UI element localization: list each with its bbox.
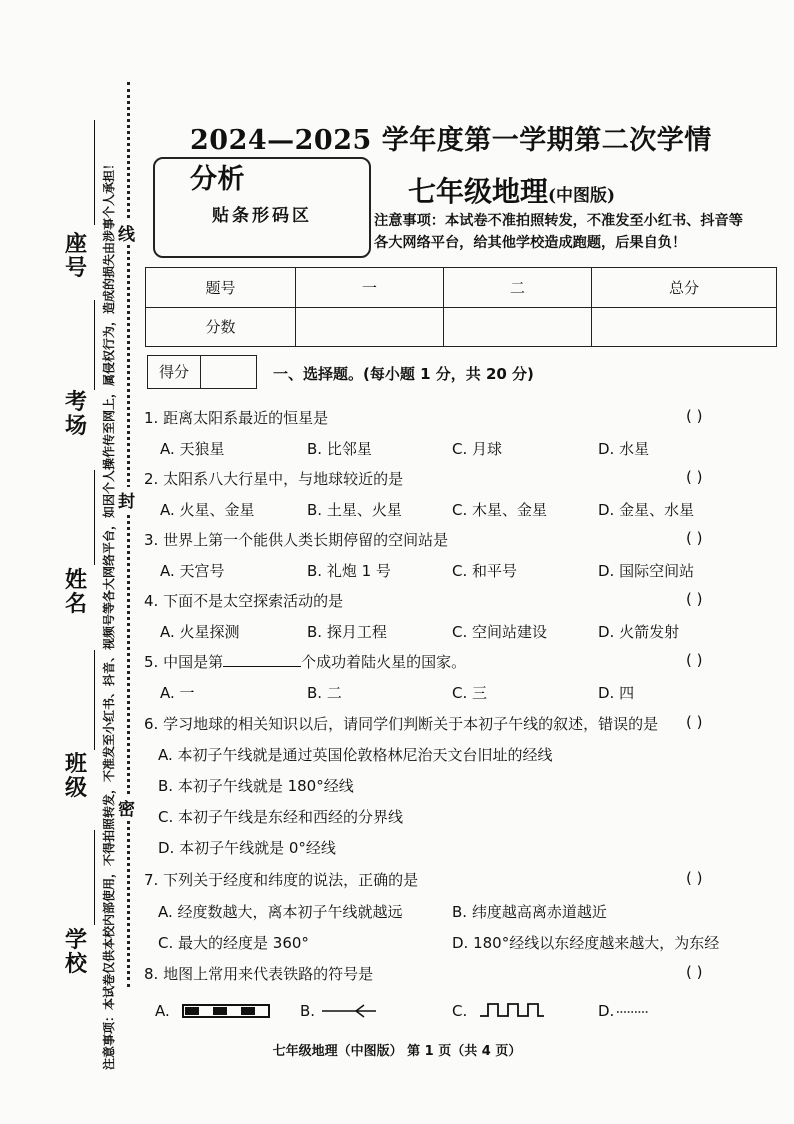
school-label: 学校 bbox=[64, 927, 87, 977]
answer-paren[interactable]: ( ) bbox=[686, 651, 703, 669]
barcode-area bbox=[153, 157, 371, 258]
exam-room-label: 考场 bbox=[64, 389, 87, 439]
cut-char-xian: 线 bbox=[118, 220, 135, 245]
option: C. 和平号 bbox=[452, 562, 518, 580]
name-line[interactable] bbox=[94, 470, 95, 565]
option: C. bbox=[452, 1002, 468, 1020]
score-header-cell: 题号 bbox=[146, 268, 296, 308]
option: A. bbox=[155, 1002, 170, 1020]
edition: (中图版) bbox=[548, 186, 616, 206]
option: D. 水星 bbox=[598, 440, 650, 458]
answer-paren[interactable]: ( ) bbox=[686, 713, 703, 731]
option: B. 探月工程 bbox=[307, 623, 387, 641]
option: A. 本初子午线就是通过英国伦敦格林尼治天文台旧址的经线 bbox=[158, 746, 553, 764]
question-6: 6. 学习地球的相关知识以后，请同学们判断关于本初子午线的叙述，错误的是 bbox=[144, 715, 659, 733]
arrow-line-symbol-icon bbox=[320, 1003, 380, 1019]
cut-char-mi: 密 bbox=[118, 795, 135, 820]
option: C. 三 bbox=[452, 684, 488, 702]
class-line[interactable] bbox=[94, 650, 95, 750]
option: A. 经度数越大，离本初子午线就越远 bbox=[158, 903, 403, 921]
option: C. 月球 bbox=[452, 440, 503, 458]
option: B. 土星、火星 bbox=[307, 501, 402, 519]
answer-paren[interactable]: ( ) bbox=[686, 468, 703, 486]
section-score-label: 得分 bbox=[148, 356, 201, 388]
option: C. 最大的经度是 360° bbox=[158, 934, 309, 952]
cut-char-feng: 封 bbox=[118, 487, 135, 512]
seat-number-label: 座号 bbox=[64, 231, 87, 281]
score-cell[interactable] bbox=[592, 307, 777, 347]
side-notice: 注意事项：本试卷仅供本校内部使用，不得拍照转发，不准发至小红书、抖音、视频号等各大网络平台，如因个人操作传至网上，属侵权行为，造成的损失由涉事个人承担！ bbox=[102, 157, 116, 1070]
score-row-label: 分数 bbox=[146, 307, 296, 347]
question-5: 5. 中国是第 个成功着陆火星的国家。 bbox=[144, 653, 467, 671]
option: A. 火星、金星 bbox=[160, 501, 255, 519]
class-label: 班级 bbox=[64, 751, 87, 801]
option: D. 180°经线以东经度越来越大，为东经 bbox=[452, 934, 720, 952]
question-1: 1. 距离太阳系最近的恒星是 bbox=[144, 409, 329, 427]
seat-number-line[interactable] bbox=[94, 120, 95, 225]
exam-room-line[interactable] bbox=[94, 300, 95, 390]
exam-title: 2024—2025 学年度第一学期第二次学情分析 bbox=[190, 125, 712, 195]
barcode-label: 贴条形码区 bbox=[212, 206, 312, 226]
subject-title: 七年级地理(中图版) bbox=[408, 175, 616, 208]
option: B. 二 bbox=[307, 684, 342, 702]
question-3: 3. 世界上第一个能供人类长期停留的空间站是 bbox=[144, 531, 449, 549]
fill-blank[interactable] bbox=[223, 654, 301, 667]
score-header-cell: 二 bbox=[444, 268, 592, 308]
railway-symbol-icon bbox=[182, 1004, 272, 1020]
square-wave-symbol-icon bbox=[478, 1000, 546, 1020]
page-footer: 七年级地理（中图版） 第 1 页（共 4 页） bbox=[272, 1044, 522, 1059]
question-8: 8. 地图上常用来代表铁路的符号是 bbox=[144, 965, 374, 983]
question-4: 4. 下面不是太空探索活动的是 bbox=[144, 592, 344, 610]
score-header-cell: 一 bbox=[296, 268, 444, 308]
option: B. 本初子午线就是 180°经线 bbox=[158, 777, 354, 795]
option: C. 空间站建设 bbox=[452, 623, 548, 641]
option: A. 天狼星 bbox=[160, 440, 225, 458]
score-cell[interactable] bbox=[296, 307, 444, 347]
option: D. bbox=[598, 1002, 615, 1020]
question-7: 7. 下列关于经度和纬度的说法，正确的是 bbox=[144, 871, 419, 889]
option: A. 一 bbox=[160, 684, 195, 702]
answer-paren[interactable]: ( ) bbox=[686, 529, 703, 547]
section-score-box bbox=[147, 355, 257, 389]
option: B. 礼炮 1 号 bbox=[307, 562, 391, 580]
option: B. bbox=[300, 1002, 316, 1020]
option: A. 火星探测 bbox=[160, 623, 240, 641]
score-cell[interactable] bbox=[444, 307, 592, 347]
option: D. 金星、水星 bbox=[598, 501, 695, 519]
option: A. 天宫号 bbox=[160, 562, 225, 580]
answer-paren[interactable]: ( ) bbox=[686, 869, 703, 887]
option: B. 纬度越高离赤道越近 bbox=[452, 903, 607, 921]
option: D. 本初子午线就是 0°经线 bbox=[158, 839, 336, 857]
section-title: 一、选择题。(每小题 1 分，共 20 分) bbox=[273, 365, 534, 383]
option: B. 比邻星 bbox=[307, 440, 372, 458]
score-header-cell: 总分 bbox=[592, 268, 777, 308]
header-notice: 注意事项：本试卷不准拍照转发，不准发至小红书、抖音等各大网络平台，给其他学校造成跑题，后果自负！ bbox=[374, 213, 743, 251]
option: C. 木星、金星 bbox=[452, 501, 548, 519]
answer-paren[interactable]: ( ) bbox=[686, 407, 703, 425]
question-2: 2. 太阳系八大行星中，与地球较近的是 bbox=[144, 470, 404, 488]
school-line[interactable] bbox=[94, 830, 95, 925]
score-table bbox=[145, 267, 777, 347]
answer-paren[interactable]: ( ) bbox=[686, 963, 703, 981]
option: D. 四 bbox=[598, 684, 635, 702]
answer-paren[interactable]: ( ) bbox=[686, 590, 703, 608]
dotted-line-symbol-icon bbox=[616, 1004, 650, 1016]
name-label: 姓名 bbox=[64, 567, 87, 617]
option: C. 本初子午线是东经和西经的分界线 bbox=[158, 808, 404, 826]
option: D. 火箭发射 bbox=[598, 623, 680, 641]
option: D. 国际空间站 bbox=[598, 562, 695, 580]
binding-dotted-line bbox=[127, 82, 130, 987]
